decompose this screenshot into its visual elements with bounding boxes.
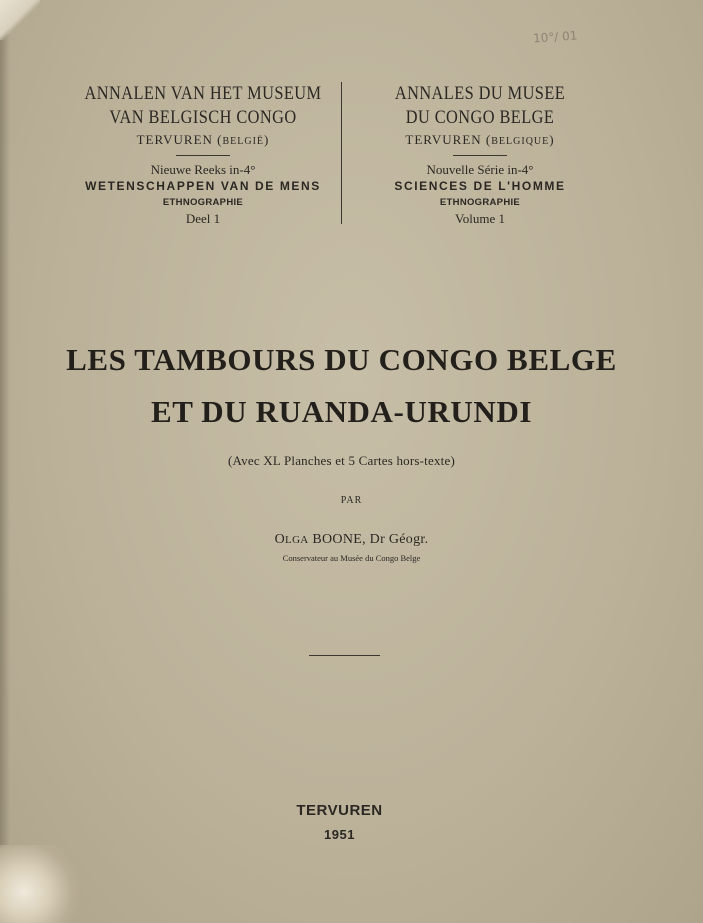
dutch-subject: ETHNOGRAPHIE xyxy=(162,197,244,208)
book-subtitle: (Avec XL Planches et 5 Cartes hors-texte) xyxy=(228,453,455,468)
dutch-volume: Deel 1 xyxy=(185,211,221,226)
dutch-rule xyxy=(176,155,230,156)
french-header-line1: ANNALES DU MUSEE xyxy=(394,83,566,104)
book-title-line2: ET DU RUANDA-URUNDI xyxy=(150,394,533,429)
pencil-annotation: 10°/ 01 xyxy=(532,28,578,46)
by-label: PAR xyxy=(340,495,363,506)
author-role: Conservateur au Musée du Congo Belge xyxy=(282,553,421,563)
dutch-series-header xyxy=(53,82,353,227)
french-subject: ETHNOGRAPHIE xyxy=(439,197,521,208)
french-science: SCIENCES DE L'HOMME xyxy=(394,179,566,193)
worn-corner xyxy=(0,0,40,40)
author-name: OLGA BOONE, Dr Géogr. xyxy=(274,532,429,547)
dutch-science: WETENSCHAPPEN VAN DE MENS xyxy=(85,179,321,193)
center-rule xyxy=(309,655,380,656)
paper-damage-stain xyxy=(0,845,80,923)
book-title-line1: LES TAMBOURS DU CONGO BELGE xyxy=(66,342,617,377)
french-series-header xyxy=(330,82,630,227)
french-series: Nouvelle Série in-4° xyxy=(426,162,534,177)
publication-year: 1951 xyxy=(324,827,355,842)
dutch-header-line1: ANNALEN VAN HET MUSEUM xyxy=(84,83,322,104)
publication-city: TERVUREN xyxy=(296,802,383,819)
french-rule xyxy=(453,155,507,156)
french-place: TERVUREN (BELGIQUE) xyxy=(405,132,555,147)
dutch-header-line2: VAN BELGISCH CONGO xyxy=(109,107,297,128)
french-header-line2: DU CONGO BELGE xyxy=(405,107,555,128)
french-volume: Volume 1 xyxy=(455,211,505,226)
dutch-place: TERVUREN (BELGIË) xyxy=(136,132,270,147)
dutch-series: Nieuwe Reeks in-4° xyxy=(150,162,256,177)
